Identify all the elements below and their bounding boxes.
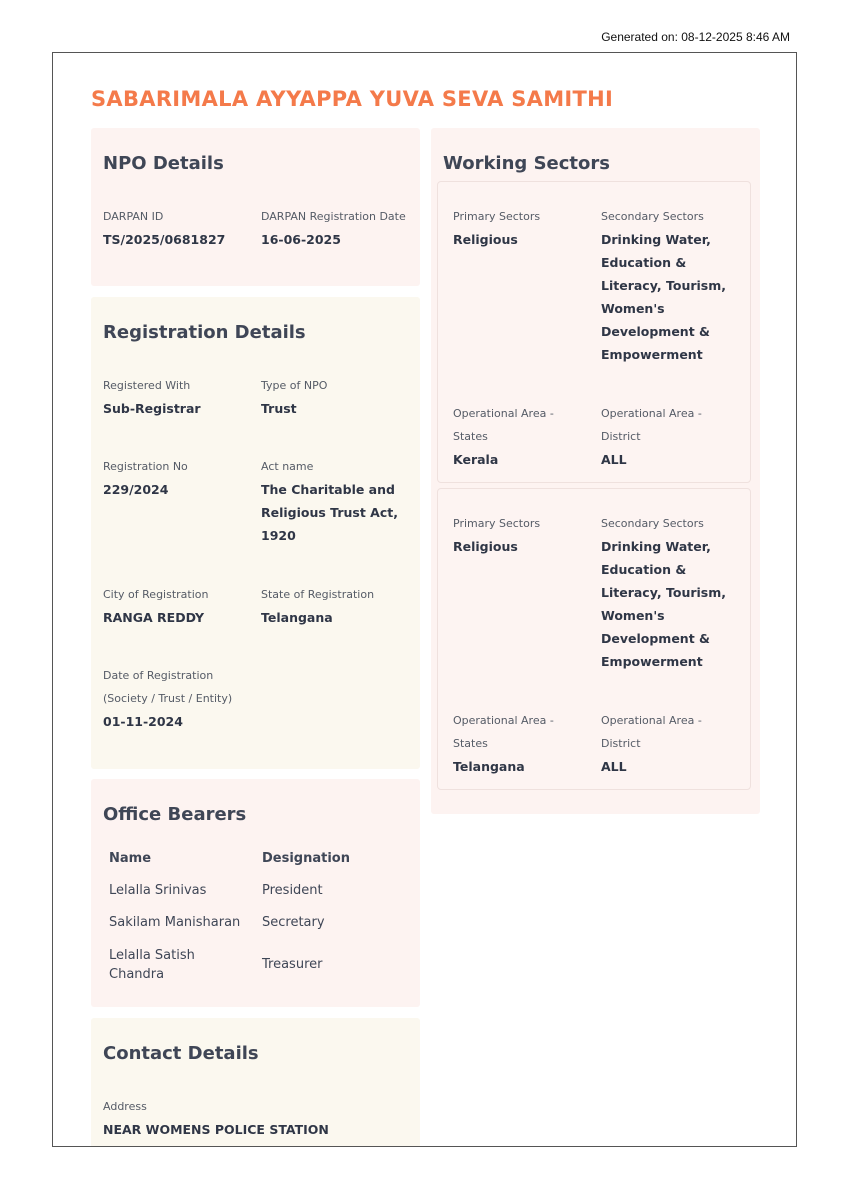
secondary-sectors-value: Drinking Water, Education & Literacy, Tourism, Women's Development & Empowerment: [601, 539, 727, 669]
org-name: SABARIMALA AYYAPPA YUVA SEVA SAMITHI: [91, 87, 614, 111]
npo-type-label: Type of NPO: [261, 379, 328, 392]
operational-states-label: Operational Area - States: [453, 714, 554, 750]
registration-details-card: [91, 297, 420, 769]
sector-block: [437, 488, 751, 790]
bearer-name: Sakilam Manisharan: [109, 915, 241, 930]
contact-details-title: Contact Details: [103, 1043, 259, 1064]
primary-sectors-label: Primary Sectors: [453, 210, 541, 223]
operational-district-label: Operational Area - District: [601, 407, 702, 443]
operational-district-value: ALL: [601, 759, 627, 774]
operational-district-value: ALL: [601, 452, 627, 467]
registration-details-title: Registration Details: [103, 322, 306, 343]
darpan-reg-date-label: DARPAN Registration Date: [261, 210, 406, 223]
secondary-sectors-value: Drinking Water, Education & Literacy, Tourism, Women's Development & Empowerment: [601, 232, 727, 362]
city-of-registration-value: RANGA REDDY: [103, 610, 205, 625]
secondary-sectors-label: Secondary Sectors: [601, 517, 704, 530]
date-of-registration-value: 01-11-2024: [103, 714, 183, 729]
bearer-designation: Treasurer: [262, 957, 323, 972]
registered-with-value: Sub-Registrar: [103, 401, 201, 416]
npo-type-value: Trust: [261, 401, 297, 416]
registration-no-label: Registration No: [103, 460, 188, 473]
office-bearers-card: [91, 779, 420, 1007]
designation-column-header: Designation: [262, 851, 350, 866]
office-bearers-title: Office Bearers: [103, 804, 247, 825]
act-name-value: The Charitable and Religious Trust Act, 1920: [261, 482, 398, 543]
secondary-sectors-label: Secondary Sectors: [601, 210, 704, 223]
npo-details-title: NPO Details: [103, 153, 224, 174]
date-of-registration-label: Date of Registration (Society / Trust / Entity): [103, 669, 233, 705]
working-sectors-title: Working Sectors: [443, 153, 610, 174]
darpan-reg-date-value: 16-06-2025: [261, 232, 341, 247]
registered-with-label: Registered With: [103, 379, 191, 392]
operational-district-label: Operational Area - District: [601, 714, 702, 750]
bearer-designation: President: [262, 883, 323, 898]
operational-states-label: Operational Area - States: [453, 407, 554, 443]
page-frame: [52, 52, 797, 1147]
name-column-header: Name: [109, 851, 152, 866]
primary-sectors-value: Religious: [453, 539, 518, 554]
city-of-registration-label: City of Registration: [103, 588, 209, 601]
contact-details-card: [91, 1018, 420, 1147]
bearer-name: Lelalla Satish Chandra: [109, 948, 195, 982]
registration-no-value: 229/2024: [103, 482, 169, 497]
primary-sectors-label: Primary Sectors: [453, 517, 541, 530]
generated-timestamp: Generated on: 08-12-2025 8:46 AM: [601, 30, 790, 44]
address-label: Address: [103, 1100, 147, 1113]
npo-details-card: [91, 128, 420, 286]
state-of-registration-value: Telangana: [261, 610, 333, 625]
darpan-id-value: TS/2025/0681827: [103, 232, 226, 247]
operational-states-value: Telangana: [453, 759, 525, 774]
working-sectors-card: [431, 128, 760, 814]
darpan-id-label: DARPAN ID: [103, 210, 164, 223]
bearer-name: Lelalla Srinivas: [109, 883, 207, 898]
operational-states-value: Kerala: [453, 452, 499, 467]
act-name-label: Act name: [261, 460, 314, 473]
bearer-designation: Secretary: [262, 915, 325, 930]
state-of-registration-label: State of Registration: [261, 588, 375, 601]
sector-block: [437, 181, 751, 483]
address-value: NEAR WOMENS POLICE STATION: [103, 1122, 329, 1137]
primary-sectors-value: Religious: [453, 232, 518, 247]
